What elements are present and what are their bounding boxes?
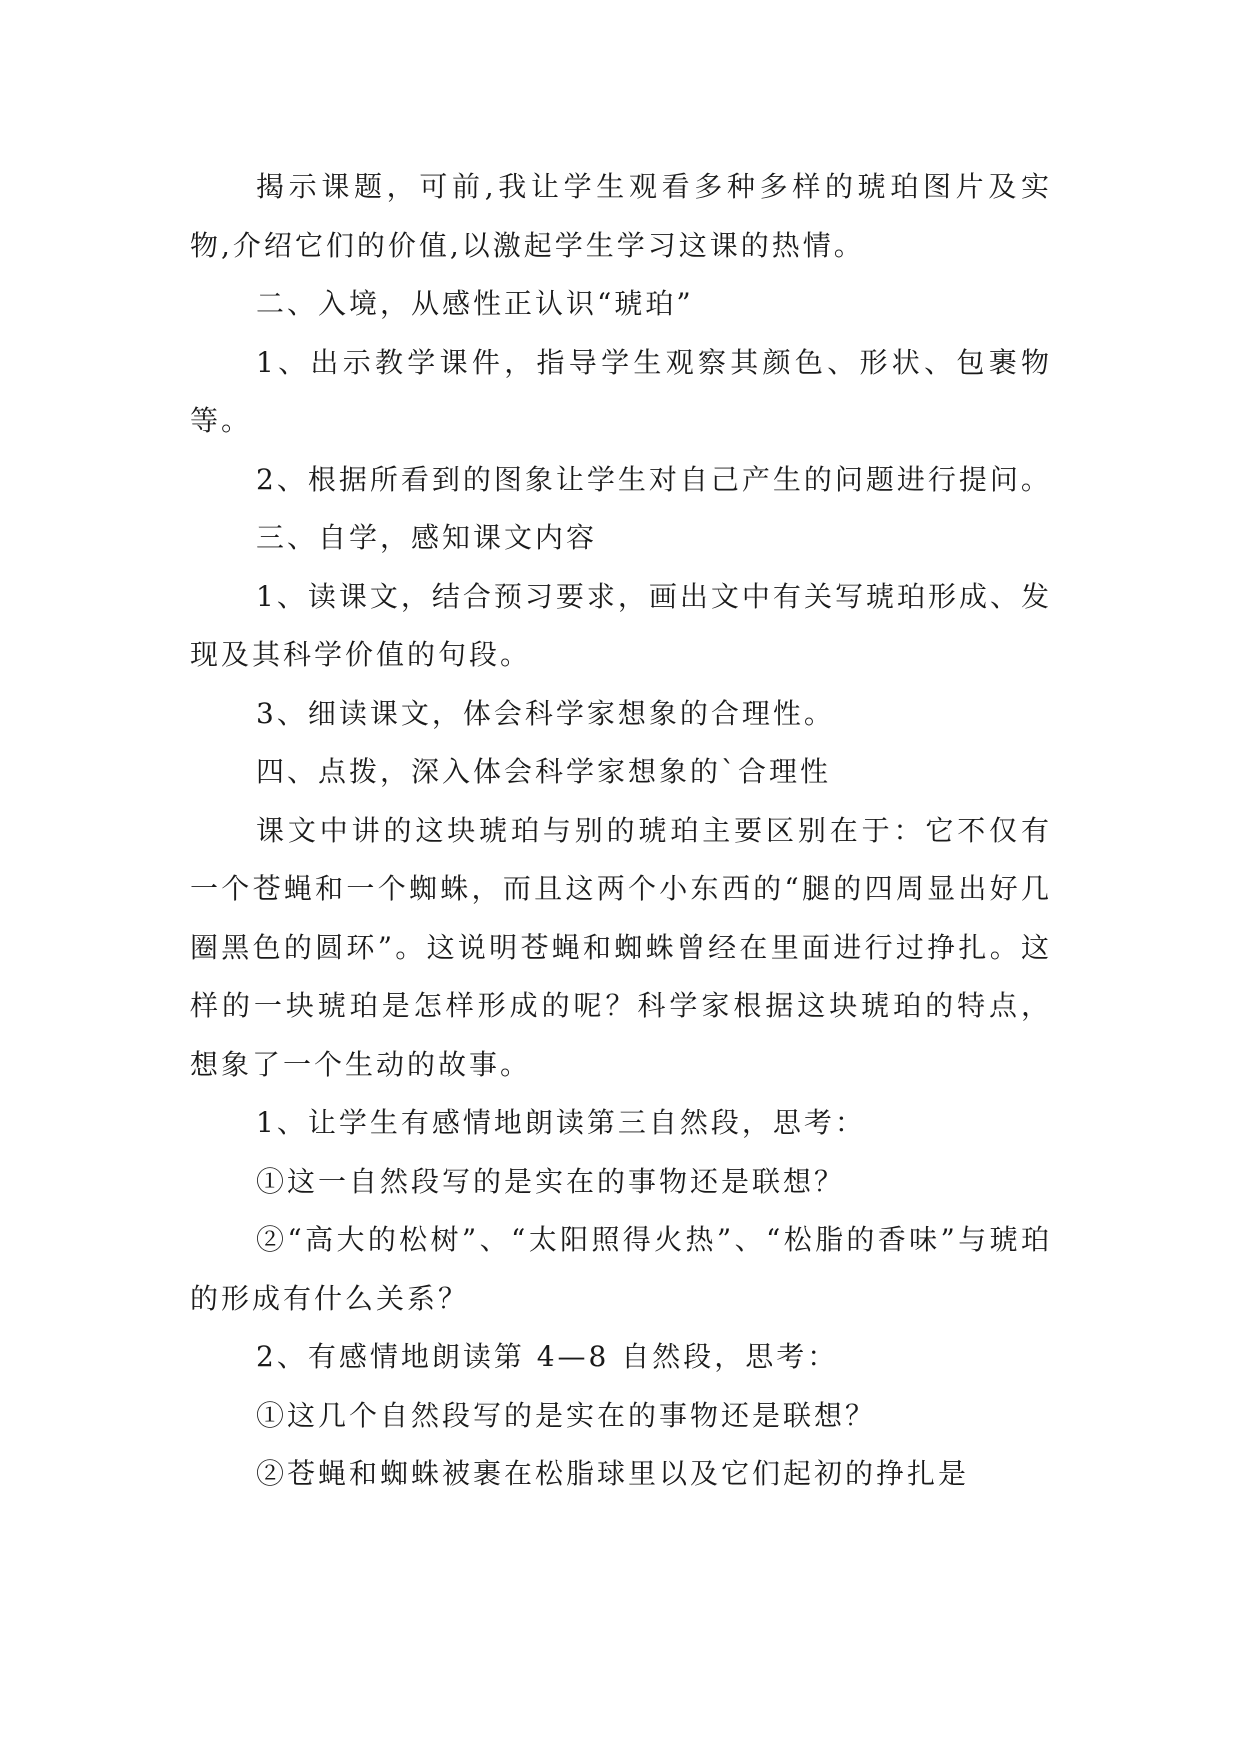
paragraph-step-ask-questions: 2、根据所看到的图象让学生对自己产生的问题进行提问。: [256, 462, 1052, 496]
heading-section-three: 三、自学，感知课文内容: [256, 521, 598, 554]
document-body: [190, 158, 1052, 1504]
heading-section-four: 四、点拨，深入体会科学家想象的`合理性: [256, 755, 832, 788]
paragraph-step-close-reading: 3、细读课文，体会科学家想象的合理性。: [256, 696, 835, 730]
heading-section-two: 二、入境，从感性正认识“琥珀”: [256, 287, 694, 320]
paragraph-step-read-text: 1、读课文，结合预习要求，画出文中有关写琥珀形成、发现及其科学价值的句段。: [190, 579, 1052, 671]
paragraph-question-one: ①这一自然段写的是实在的事物还是联想？: [256, 1164, 846, 1198]
paragraph-step-read-four-eight: 2、有感情地朗读第 4—8 自然段，思考：: [256, 1340, 839, 1373]
paragraph-amber-difference: 课文中讲的这块琥珀与别的琥珀主要区别在于：它不仅有一个苍蝇和一个蜘蛛，而且这两个小东西的“腿的四周显出好几圈黑色的圆环”。这说明苍蝇和蜘蛛曾经在里面进行过挣扎。这样的一块琥珀是怎样形成的呢？科学家根据这块琥珀的特点，想象了一个生动的故事。: [190, 813, 1052, 1081]
paragraph-question-four: ②苍蝇和蜘蛛被裹在松脂球里以及它们起初的挣扎是: [256, 1457, 970, 1490]
paragraph-reveal-topic: 揭示课题，可前,我让学生观看多种多样的琥珀图片及实物,介绍它们的价值,以激起学生学习这课的热情。: [190, 170, 1052, 262]
paragraph-step-read-third: 1、让学生有感情地朗读第三自然段，思考：: [256, 1106, 866, 1139]
paragraph-step-show-courseware: 1、出示教学课件，指导学生观察其颜色、形状、包裹物等。: [190, 345, 1052, 437]
paragraph-question-two: ②“高大的松树”、“太阳照得火热”、“松脂的香味”与琥珀的形成有什么关系？: [190, 1223, 1052, 1315]
paragraph-question-three: ①这几个自然段写的是实在的事物还是联想？: [256, 1398, 877, 1432]
